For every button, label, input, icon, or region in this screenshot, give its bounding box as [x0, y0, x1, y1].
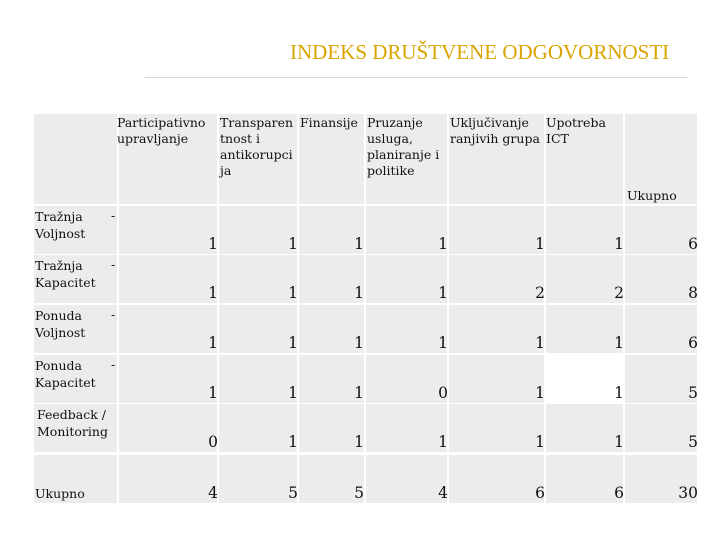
column-header-line: Participativno: [117, 115, 206, 130]
value-cell: 2: [535, 284, 545, 302]
value-cell: 1: [535, 235, 545, 253]
row-label-line: Ponuda: [35, 308, 82, 323]
value-cell: 1: [354, 284, 364, 302]
row-label-line: Kapacitet: [35, 375, 96, 390]
value-cell: 1: [614, 334, 624, 352]
row-total: 5: [688, 384, 698, 402]
value-cell: 4: [208, 484, 218, 502]
value-cell: 1: [438, 284, 448, 302]
value-cell: 6: [535, 484, 545, 502]
column-header-line: ICT: [546, 131, 569, 146]
row-dash: -: [111, 257, 116, 272]
row-label-line: Tražnja: [35, 258, 83, 273]
value-cell: 1: [288, 334, 298, 352]
column-header-line: Uključivanje: [450, 115, 529, 130]
column-header-line: Pruzanje: [367, 115, 423, 130]
row-total: 5: [688, 433, 698, 451]
value-cell: 1: [535, 334, 545, 352]
value-cell: 1: [288, 433, 298, 451]
column-header-line: antikorupci: [220, 147, 293, 162]
column-header-line: ranjivih grupa: [450, 131, 540, 146]
value-cell: 0: [208, 433, 218, 451]
value-cell: 1: [208, 384, 218, 402]
row-label-line: Kapacitet: [35, 275, 96, 290]
value-cell: 1: [438, 235, 448, 253]
row-label: [35, 208, 85, 242]
column-header: [367, 115, 439, 179]
row-label-line: Monitoring: [37, 424, 108, 439]
title-divider: [145, 77, 687, 78]
column-header-line: Finansije: [300, 115, 358, 130]
column-header: [220, 115, 293, 179]
value-cell: 1: [614, 433, 624, 451]
value-cell: 5: [288, 484, 298, 502]
value-cell: 6: [614, 484, 624, 502]
value-cell: 1: [535, 433, 545, 451]
row-label-line: Voljnost: [35, 325, 86, 340]
row-label: [37, 406, 108, 440]
row-label: [35, 307, 85, 341]
value-cell: 1: [354, 384, 364, 402]
column-header: [300, 115, 358, 131]
value-cell: 1: [208, 334, 218, 352]
page-title: INDEKS DRUŠTVENE ODGOVORNOSTI: [290, 40, 670, 64]
value-cell: 4: [438, 484, 448, 502]
column-header-line: upravljanje: [117, 131, 189, 146]
value-cell: 1: [208, 235, 218, 253]
value-cell: 1: [438, 433, 448, 451]
column-header-line: Upotreba: [546, 115, 606, 130]
column-header-line: ja: [220, 163, 232, 178]
row-total: 8: [688, 284, 698, 302]
value-cell: 2: [614, 284, 624, 302]
row-label: [35, 485, 85, 502]
column-header-line: usluga,: [367, 131, 413, 146]
column-header-line: planiranje i: [367, 147, 440, 162]
row-total: 6: [688, 334, 698, 352]
row-label-line: Ukupno: [35, 486, 85, 501]
row-label-line: Voljnost: [35, 226, 86, 241]
row-total: 6: [688, 235, 698, 253]
value-cell: 1: [438, 334, 448, 352]
column-header-line: Transparen: [220, 115, 294, 130]
row-dash: -: [111, 357, 116, 372]
header-cell: [34, 114, 117, 204]
row-label: [35, 357, 96, 391]
value-cell: 1: [208, 284, 218, 302]
value-cell: 1: [354, 334, 364, 352]
column-header: [546, 115, 606, 147]
column-header-line: tnost i: [220, 131, 261, 146]
value-cell: 1: [288, 384, 298, 402]
value-cell: 5: [354, 484, 364, 502]
value-cell: 1: [288, 235, 298, 253]
row-label-line: Ponuda: [35, 358, 82, 373]
row-label-line: Feedback /: [37, 407, 107, 422]
value-cell: 1: [354, 235, 364, 253]
row-label-line: Tražnja: [35, 209, 83, 224]
value-cell: 1: [535, 384, 545, 402]
value-cell: 1: [354, 433, 364, 451]
column-header: [117, 115, 205, 147]
value-cell: 1: [614, 384, 624, 402]
value-cell: 1: [288, 284, 298, 302]
row-dash: -: [111, 208, 116, 223]
column-header: [450, 115, 540, 147]
column-header-line: politike: [367, 163, 415, 178]
value-cell: 1: [614, 235, 624, 253]
value-cell: 0: [438, 384, 448, 402]
row-total: 30: [678, 484, 698, 502]
row-label: [35, 257, 96, 291]
total-column-header: Ukupno: [627, 188, 677, 203]
row-dash: -: [111, 307, 116, 322]
